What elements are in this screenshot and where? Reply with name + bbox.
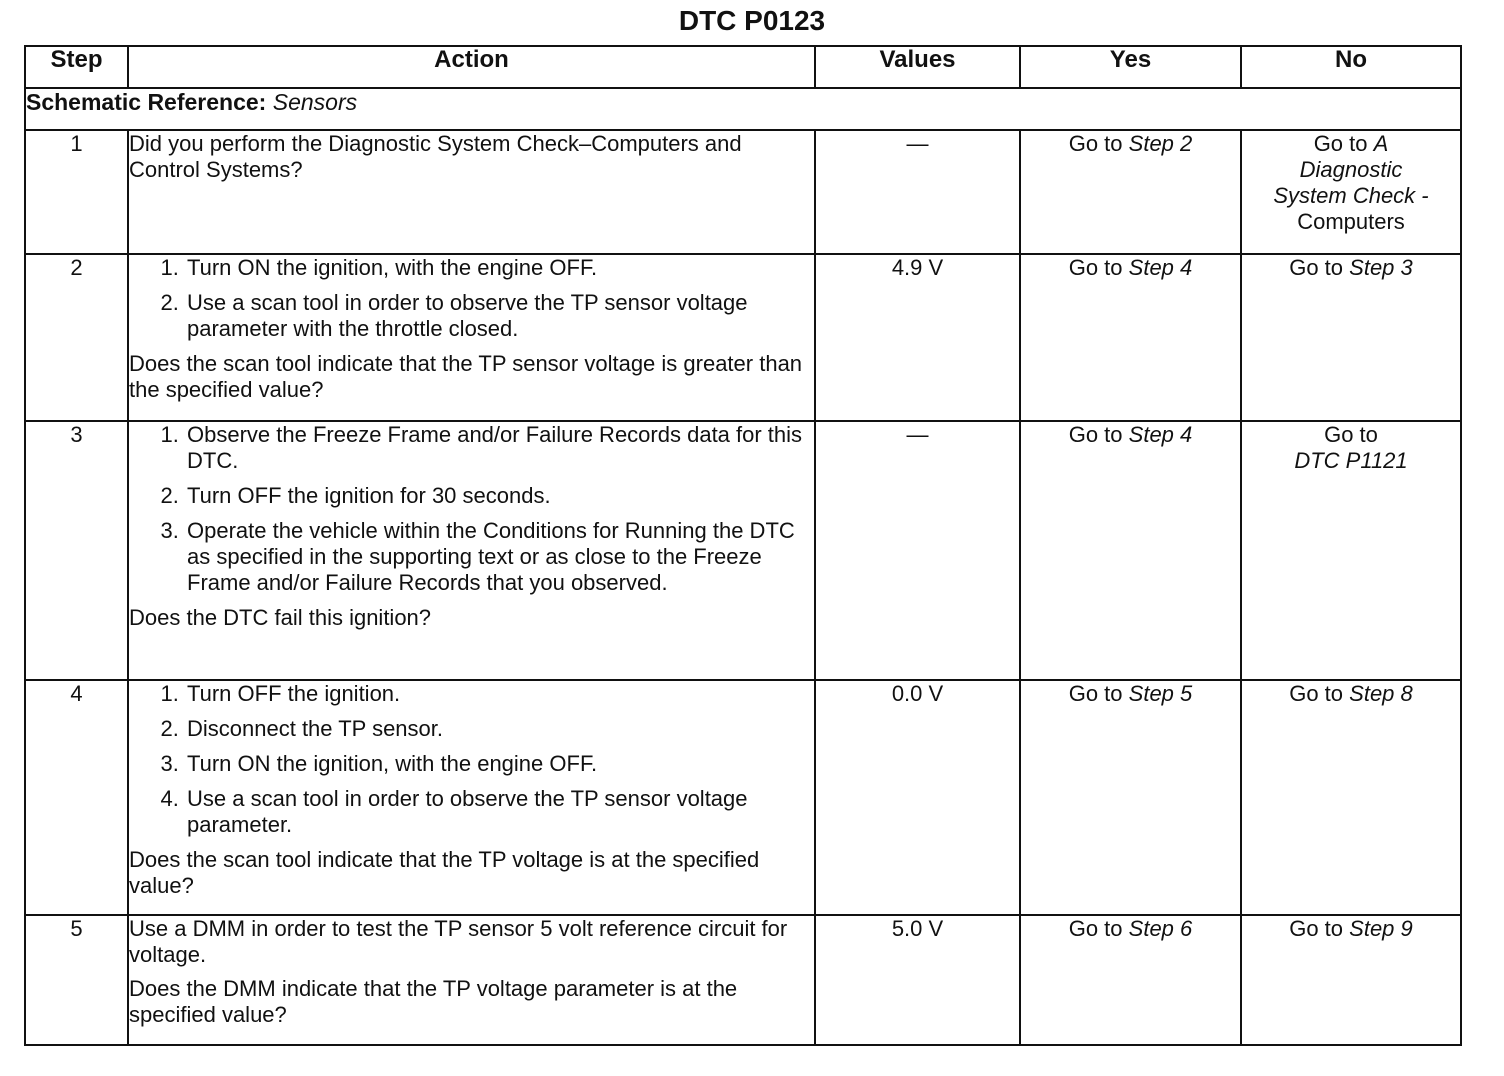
no-target-text: Diagnostic <box>1299 157 1403 182</box>
go-to-text: Go to <box>1289 916 1344 941</box>
no-cell <box>1241 130 1461 254</box>
yes-target-link[interactable]: Step 5 <box>1128 681 1193 706</box>
schematic-reference-row <box>25 88 1461 130</box>
table-row <box>25 254 1461 421</box>
action-step: 1. Turn ON the ignition, with the engine OFF. <box>185 255 814 281</box>
question-text: Does the DTC fail this ignition? <box>129 605 432 630</box>
yes-cell <box>1020 915 1241 1045</box>
action-step: 2. Disconnect the TP sensor. <box>185 716 814 742</box>
diagnostic-table <box>24 45 1462 1046</box>
question-text: Does the scan tool indicate that the TP sensor voltage is greater than the specified value? <box>129 351 803 402</box>
yes-cell <box>1020 421 1241 680</box>
action-step: 3. Operate the vehicle within the Conditions for Running the DTC as specified in the supporting text or as close to the Freeze Frame and/or Failure Records that you observed. <box>185 518 814 596</box>
header-yes: Yes <box>1020 46 1241 88</box>
header-row <box>25 46 1461 88</box>
action-cell <box>128 421 815 680</box>
action-cell <box>128 915 815 1045</box>
value-cell: 0.0 V <box>815 680 1020 915</box>
question-text: Does the scan tool indicate that the TP voltage is at the specified value? <box>129 847 760 898</box>
no-cell <box>1241 254 1461 421</box>
value-cell: — <box>815 421 1020 680</box>
no-cell <box>1241 915 1461 1045</box>
go-to-text: Go to <box>1324 422 1378 447</box>
action-step: 4. Use a scan tool in order to observe the TP sensor voltage parameter. <box>185 786 814 838</box>
schematic-value: Sensors <box>272 89 358 115</box>
no-target-link[interactable]: DTC P1121 <box>1294 448 1408 473</box>
step-number: 5 <box>25 915 128 1045</box>
action-cell <box>128 130 815 254</box>
value-cell: — <box>815 130 1020 254</box>
no-target-text: Computers <box>1297 209 1405 234</box>
action-step: 1. Observe the Freeze Frame and/or Failure Records data for this DTC. <box>185 422 814 474</box>
step-number: 1 <box>25 130 128 254</box>
go-to-text: Go to <box>1289 681 1344 706</box>
action-step: 2. Turn OFF the ignition for 30 seconds. <box>185 483 814 509</box>
yes-cell <box>1020 680 1241 915</box>
yes-target-link[interactable]: Step 2 <box>1128 131 1193 156</box>
go-to-text: Go to <box>1289 255 1344 280</box>
go-to-text: Go to <box>1068 916 1123 941</box>
no-target-text: A <box>1373 131 1389 156</box>
step-number: 3 <box>25 421 128 680</box>
no-target-link[interactable]: Step 8 <box>1349 681 1413 706</box>
table-row <box>25 915 1461 1045</box>
table-row <box>25 680 1461 915</box>
yes-cell <box>1020 254 1241 421</box>
yes-target-link[interactable]: Step 4 <box>1128 255 1193 280</box>
action-step: 2. Use a scan tool in order to observe the TP sensor voltage parameter with the throttle closed. <box>185 290 814 342</box>
action-steps <box>129 255 814 342</box>
yes-target-link[interactable]: Step 6 <box>1128 916 1193 941</box>
question-text: Does the DMM indicate that the TP voltage parameter is at the specified value? <box>129 976 738 1027</box>
yes-cell <box>1020 130 1241 254</box>
action-steps <box>129 681 814 838</box>
go-to-text: Go to <box>1313 131 1368 156</box>
header-action: Action <box>128 46 815 88</box>
value-cell: 4.9 V <box>815 254 1020 421</box>
go-to-text: Go to <box>1068 681 1123 706</box>
header-step: Step <box>25 46 128 88</box>
go-to-text: Go to <box>1068 131 1123 156</box>
action-steps <box>129 422 814 596</box>
go-to-text: Go to <box>1068 255 1123 280</box>
header-no: No <box>1241 46 1461 88</box>
value-cell: 5.0 V <box>815 915 1020 1045</box>
action-text: Did you perform the Diagnostic System Check–Computers and Control Systems? <box>129 131 742 182</box>
action-text: Use a DMM in order to test the TP sensor 5 volt reference circuit for voltage. <box>129 916 788 967</box>
no-target-link[interactable]: Step 3 <box>1349 255 1413 280</box>
action-step: 1. Turn OFF the ignition. <box>185 681 814 707</box>
no-target-link[interactable]: Step 9 <box>1349 916 1413 941</box>
step-number: 4 <box>25 680 128 915</box>
action-step: 3. Turn ON the ignition, with the engine OFF. <box>185 751 814 777</box>
table-row <box>25 130 1461 254</box>
action-cell <box>128 680 815 915</box>
schematic-reference <box>25 88 1461 130</box>
go-to-text: Go to <box>1068 422 1123 447</box>
no-target-link[interactable] <box>1242 131 1460 235</box>
no-cell <box>1241 680 1461 915</box>
no-cell <box>1241 421 1461 680</box>
page-title: DTC P0123 <box>678 5 826 36</box>
no-target-text: System Check - <box>1273 183 1429 208</box>
table-row <box>25 421 1461 680</box>
step-number: 2 <box>25 254 128 421</box>
yes-target-link[interactable]: Step 4 <box>1128 422 1193 447</box>
schematic-label: Schematic Reference: <box>26 89 267 115</box>
header-values: Values <box>815 46 1020 88</box>
action-cell <box>128 254 815 421</box>
